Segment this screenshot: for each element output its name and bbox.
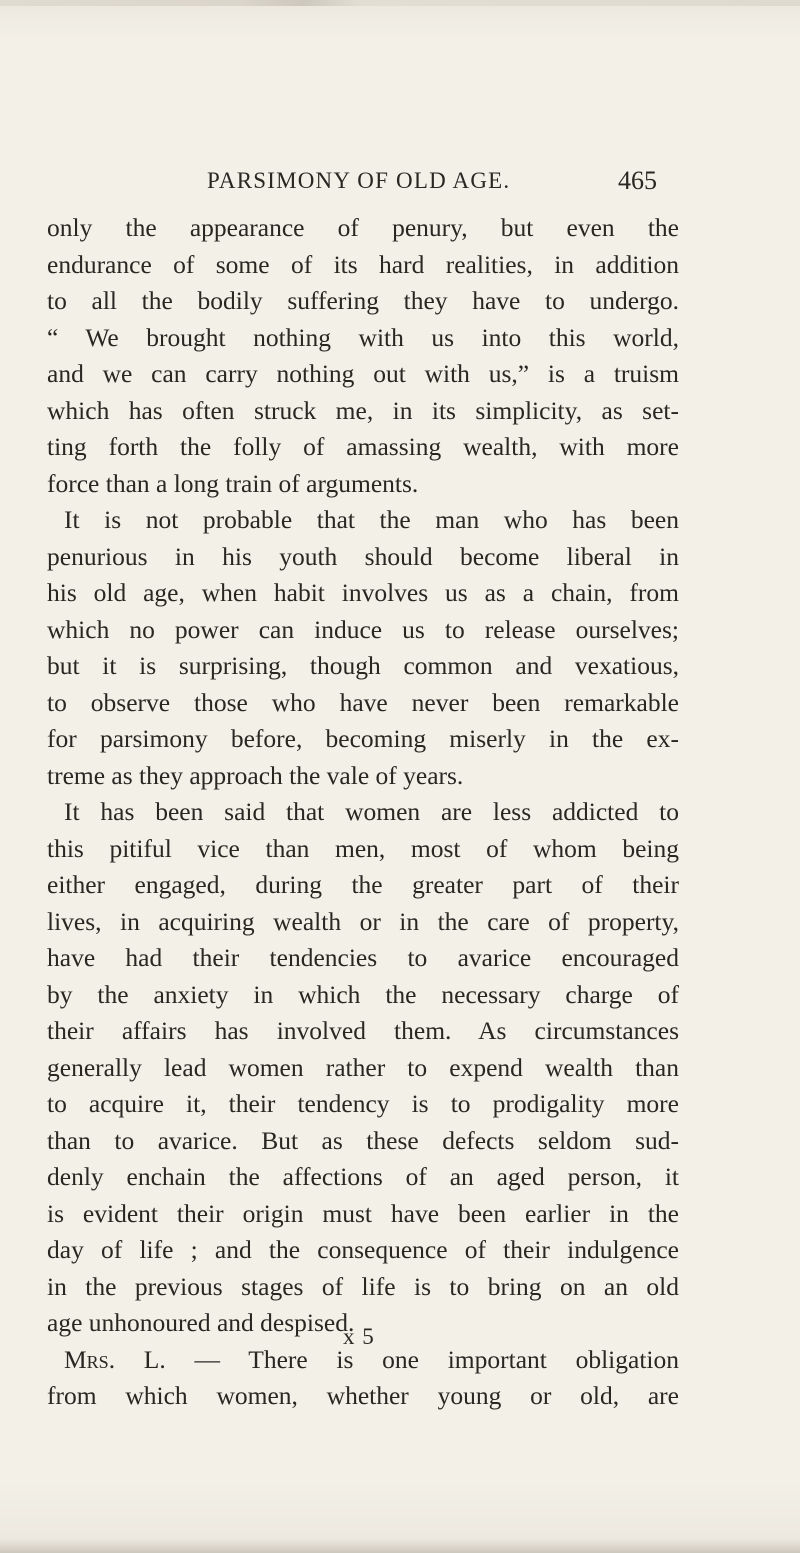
page-header: [207, 168, 657, 198]
text-line: to all the bodily suffering they have to undergo.: [47, 286, 679, 315]
text-line: treme as they approach the vale of years.: [47, 760, 464, 790]
text-line: their affairs has involved them. As circumstances: [47, 1016, 679, 1045]
text-line: and we can carry nothing out with us,” is a truism: [47, 359, 679, 388]
text-line: his old age, when habit involves us as a chain, from: [47, 578, 679, 607]
text-line: It is not probable that the man who has been: [64, 505, 679, 534]
page-bottom-edge: [0, 1538, 800, 1553]
text-line: have had their tendencies to avarice encouraged: [47, 943, 679, 972]
text-line: than to avarice. But as these defects seldom sud-: [47, 1125, 679, 1155]
text-line: force than a long train of arguments.: [47, 468, 419, 498]
text-line: penurious in his youth should become liberal in: [47, 541, 679, 571]
text-line: for parsimony before, becoming miserly in the ex-: [47, 724, 679, 753]
text-line: which has often struck me, in its simplicity, as set-: [47, 395, 679, 425]
body-text: [47, 210, 679, 1415]
text-line: by the anxiety in which the necessary charge of: [47, 979, 679, 1009]
text-line: denly enchain the affections of an aged person, it: [47, 1162, 679, 1191]
dialogue-text: — There is one important obligation: [194, 1344, 679, 1374]
running-title: PARSIMONY OF OLD AGE.: [207, 168, 511, 193]
text-line: which no power can induce us to release ourselves;: [47, 614, 679, 644]
text-line: to acquire it, their tendency is to prodigality more: [47, 1089, 679, 1118]
text-line: It has been said that women are less addicted to: [64, 797, 679, 826]
text-line: endurance of some of its hard realities, in addition: [47, 249, 679, 279]
text-line: age unhonoured and despised.: [47, 1308, 355, 1337]
signature-mark: x 5: [343, 1324, 375, 1349]
page-top-edge: [0, 0, 800, 6]
text-line: is evident their origin must have been earlier in the: [47, 1198, 679, 1228]
page-number: 465: [618, 166, 657, 195]
text-line: “ We brought nothing with us into this world,: [47, 322, 679, 352]
text-line: lives, in acquiring wealth or in the care of property,: [47, 906, 679, 936]
text-line: in the previous stages of life is to bring on an old: [47, 1271, 679, 1301]
speaker-name: Mrs. L.: [64, 1344, 166, 1374]
text-line: from which women, whether young or old, are: [47, 1381, 679, 1410]
text-line: this pitiful vice than men, most of whom being: [47, 833, 679, 863]
text-line: ting forth the folly of amassing wealth, with more: [47, 432, 679, 461]
text-line: day of life ; and the consequence of their indulgence: [47, 1235, 679, 1264]
text-line: to observe those who have never been remarkable: [47, 687, 679, 717]
text-line: generally lead women rather to expend wealth than: [47, 1052, 679, 1082]
text-line: but it is surprising, though common and vexatious,: [47, 651, 679, 680]
text-line: either engaged, during the greater part of their: [47, 870, 679, 899]
text-line: only the appearance of penury, but even the: [47, 213, 679, 242]
